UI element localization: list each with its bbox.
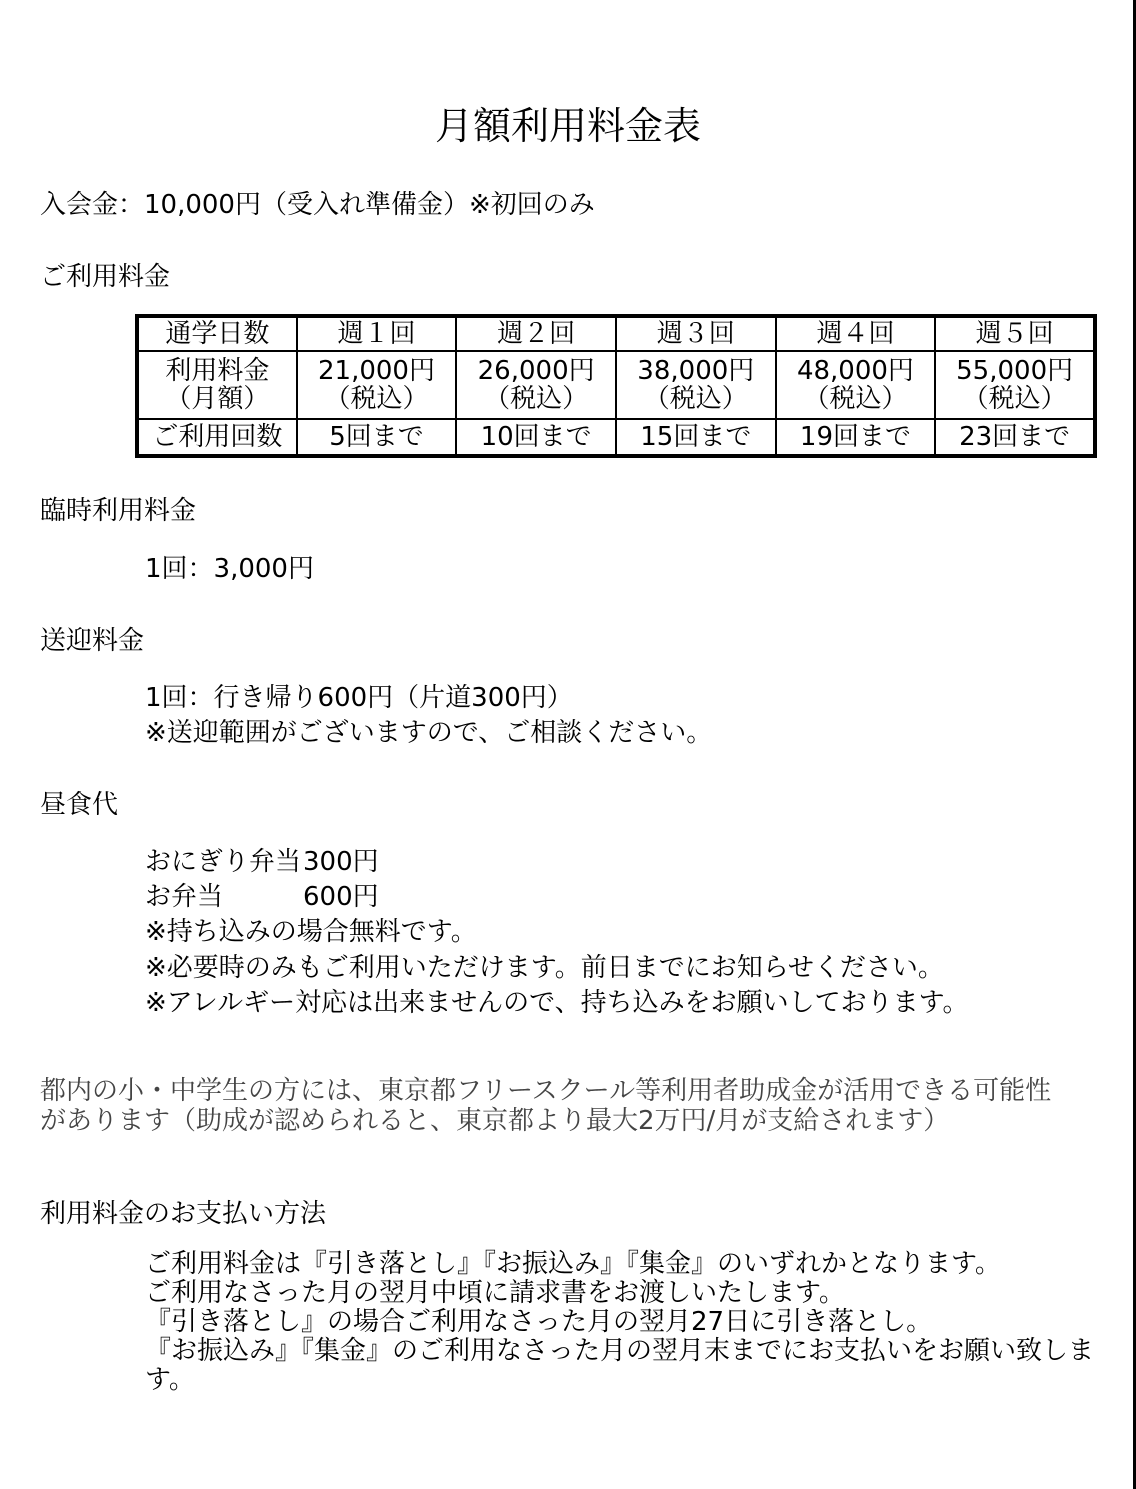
fee-label-line1: 利用料金 bbox=[165, 356, 270, 386]
subsidy-line: があります（助成が認められると、東京都より最大2万円/月が支給されます） bbox=[40, 1106, 950, 1136]
count-cell: 19回まで bbox=[776, 419, 936, 456]
fee-tax: （税込） bbox=[484, 384, 589, 414]
transport-fee: 1回：行き帰り600円（片道300円） bbox=[145, 683, 573, 713]
fee-table-count-row bbox=[137, 419, 1095, 456]
temporary-fee-heading: 臨時利用料金 bbox=[40, 496, 197, 526]
header-cell: 週１回 bbox=[297, 316, 457, 351]
fee-tax: （税込） bbox=[324, 384, 429, 414]
fee-amount: 55,000円 bbox=[956, 356, 1074, 386]
page-title: 月額利用料金表 bbox=[434, 104, 701, 148]
fee-table-header-row bbox=[137, 316, 1095, 351]
transport-note: ※送迎範囲がございますので、ご相談ください。 bbox=[145, 718, 713, 748]
header-cell: 通学日数 bbox=[137, 316, 297, 351]
lunch-item-price: 300円 bbox=[303, 847, 379, 877]
header-cell: 週５回 bbox=[935, 316, 1095, 351]
lunch-note: ※必要時のみもご利用いただけます。前日までにお知らせください。 bbox=[145, 953, 944, 983]
count-cell: 23回まで bbox=[935, 419, 1095, 456]
lunch-heading: 昼食代 bbox=[40, 790, 119, 820]
header-cell: 週３回 bbox=[616, 316, 776, 351]
lunch-item-name: お弁当 bbox=[145, 882, 224, 912]
payment-line: 『引き落とし』の場合ご利用なさった月の翌月27日に引き落とし。 bbox=[145, 1307, 933, 1337]
fee-label-cell bbox=[137, 351, 297, 419]
payment-line: 『お振込み』『集金』のご利用なさった月の翌月末までにお支払いをお願い致します。 bbox=[145, 1336, 1095, 1395]
count-label-cell: ご利用回数 bbox=[137, 419, 297, 456]
fee-amount: 48,000円 bbox=[796, 356, 914, 386]
lunch-item-price: 600円 bbox=[303, 882, 379, 912]
fee-table-fee-row bbox=[137, 351, 1095, 419]
fee-cell bbox=[776, 351, 936, 419]
header-cell: 週４回 bbox=[776, 316, 936, 351]
lunch-item bbox=[145, 845, 379, 879]
fee-amount: 21,000円 bbox=[317, 356, 435, 386]
fee-tax: （税込） bbox=[643, 384, 748, 414]
lunch-note: ※アレルギー対応は出来ませんので、持ち込みをお願いしております。 bbox=[145, 988, 969, 1018]
subsidy-notice bbox=[40, 1076, 1100, 1136]
fee-cell bbox=[297, 351, 457, 419]
fee-amount: 38,000円 bbox=[637, 356, 755, 386]
header-cell: 週２回 bbox=[456, 316, 616, 351]
fee-tax: （税込） bbox=[962, 384, 1067, 414]
count-cell: 15回まで bbox=[616, 419, 776, 456]
temporary-fee: 1回：3,000円 bbox=[145, 554, 314, 584]
count-cell: 10回まで bbox=[456, 419, 616, 456]
entrance-fee: 入会金：10,000円（受入れ準備金）※初回のみ bbox=[40, 190, 595, 220]
lunch-item-name: おにぎり弁当 bbox=[145, 847, 302, 877]
fee-cell bbox=[935, 351, 1095, 419]
transport-fee-heading: 送迎料金 bbox=[40, 626, 145, 656]
usage-fee-heading: ご利用料金 bbox=[40, 262, 171, 292]
fee-tax: （税込） bbox=[803, 384, 908, 414]
lunch-note: ※持ち込みの場合無料です。 bbox=[145, 917, 477, 947]
subsidy-line: 都内の小・中学生の方には、東京都フリースクール等利用者助成金が活用できる可能性 bbox=[40, 1076, 1052, 1106]
fee-cell bbox=[456, 351, 616, 419]
fee-label-line2: （月額） bbox=[165, 384, 270, 414]
fee-cell bbox=[616, 351, 776, 419]
fee-amount: 26,000円 bbox=[477, 356, 595, 386]
payment-line: ご利用なさった月の翌月中頃に請求書をお渡しいたします。 bbox=[145, 1278, 845, 1308]
payment-line: ご利用料金は『引き落とし』『お振込み』『集金』のいずれかとなります。 bbox=[145, 1249, 1001, 1279]
payment-heading: 利用料金のお支払い方法 bbox=[40, 1199, 327, 1229]
fee-table bbox=[135, 314, 1097, 458]
payment-description bbox=[145, 1250, 1095, 1395]
count-cell: 5回まで bbox=[297, 419, 457, 456]
lunch-item bbox=[145, 880, 379, 914]
